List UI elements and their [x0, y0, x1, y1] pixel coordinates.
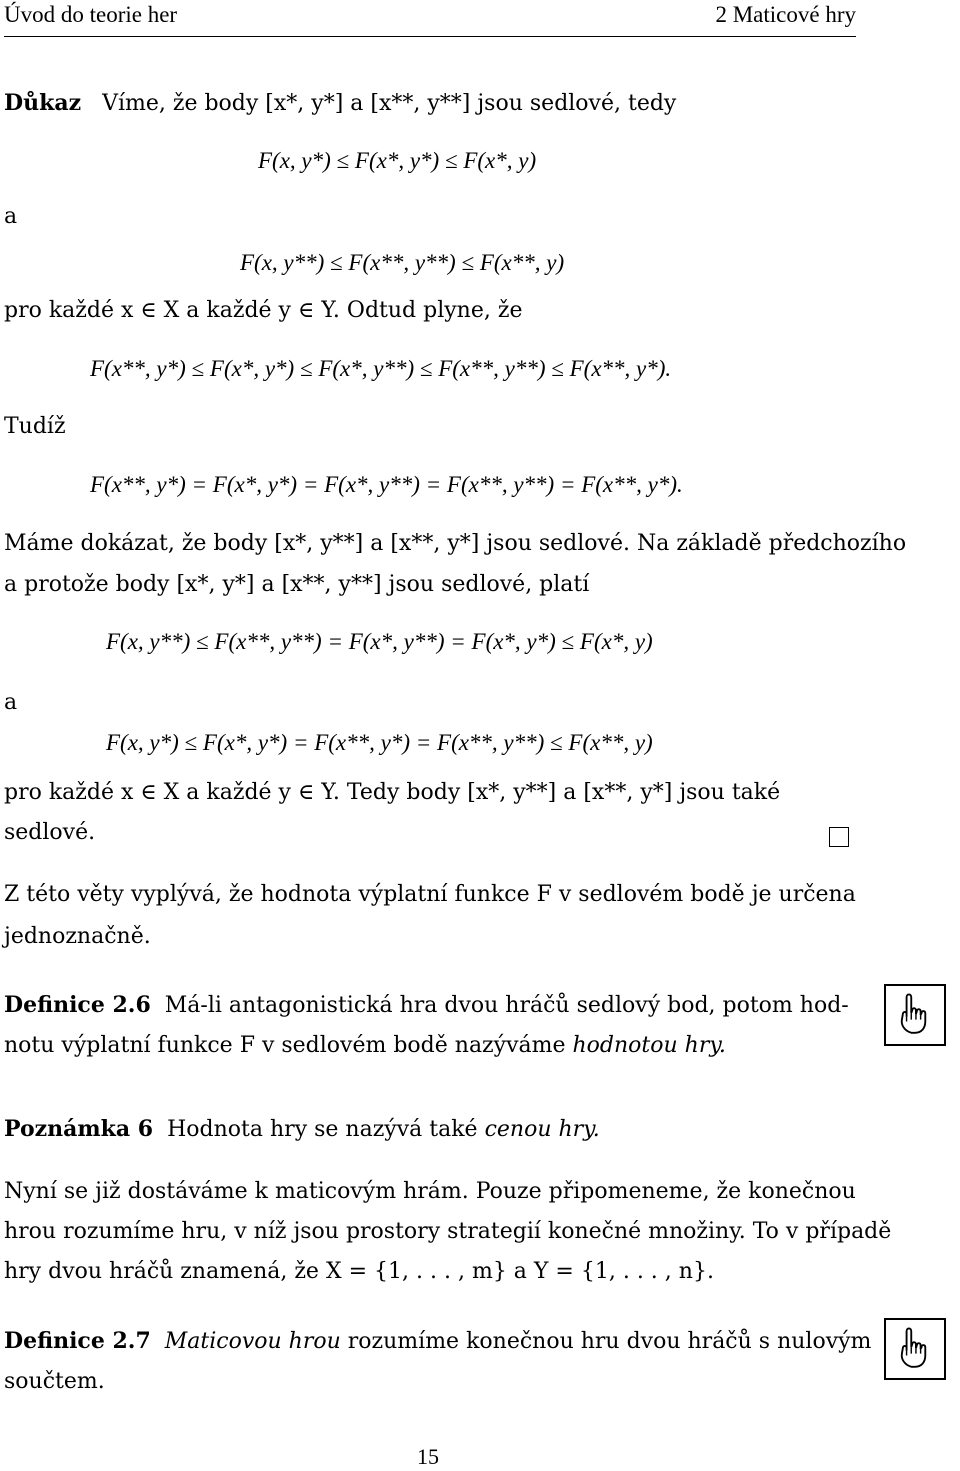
pointing-hand-icon: [884, 984, 946, 1046]
conjunction-a-2: a: [4, 690, 18, 715]
hence-word: Tudíž: [4, 414, 66, 439]
definition-2-7-text: rozumíme konečnou hru dvou hráčů s nulovým: [347, 1329, 872, 1354]
definition-2-6-term: hodnotou hry.: [572, 1033, 726, 1058]
equation-3: F(x**, y*) ≤ F(x*, y*) ≤ F(x*, y**) ≤ F(x**, y**) ≤ F(x**, y*).: [90, 356, 672, 381]
definition-2-7-line-2: součtem.: [4, 1369, 105, 1394]
conclusion-line-2: sedlové.: [4, 820, 96, 845]
header-rule: [4, 36, 856, 37]
qed-square-icon: [829, 827, 849, 847]
definition-2-6-line-1: [4, 990, 849, 1021]
proof-intro-line: [4, 88, 676, 119]
running-header-right: 2 Maticové hry: [715, 2, 856, 27]
pointing-hand-icon: [884, 1318, 946, 1380]
definition-2-7-term: Maticovou hrou: [164, 1329, 341, 1354]
remark-line-2: jednoznačně.: [4, 924, 151, 949]
page-number: 15: [417, 1444, 439, 1469]
equation-1: F(x, y*) ≤ F(x*, y*) ≤ F(x*, y): [258, 148, 537, 173]
proof-intro-text: Víme, že body [x*, y*] a [x**, y**] jsou sedlové, tedy: [102, 91, 677, 116]
matrix-paragraph-line-2: hrou rozumíme hru, v níž jsou prostory strategií konečné množiny. To v případě: [4, 1219, 892, 1244]
definition-2-7-label: Definice 2.7: [4, 1328, 151, 1354]
remark-line-1: Z této věty vyplývá, že hodnota výplatní funkce F v sedlovém bodě je určena: [4, 882, 856, 907]
for-all-line: pro každé x ∈ X a každé y ∈ Y. Odtud plyne, že: [4, 298, 523, 323]
note-6-text: Hodnota hry se nazývá také: [167, 1117, 478, 1142]
equation-5: F(x, y**) ≤ F(x**, y**) = F(x*, y**) = F(x*, y*) ≤ F(x*, y): [106, 629, 653, 654]
matrix-paragraph-line-3: hry dvou hráčů znamená, že X = {1, . . . , m} a Y = {1, . . . , n}.: [4, 1259, 714, 1284]
definition-2-6-text-2: notu výplatní funkce F v sedlovém bodě nazýváme: [4, 1033, 566, 1058]
show-line-1: Máme dokázat, že body [x*, y**] a [x**, y*] jsou sedlové. Na základě předchozího: [4, 531, 907, 556]
show-line-2: a protože body [x*, y*] a [x**, y**] jsou sedlové, platí: [4, 572, 590, 597]
conjunction-a-1: a: [4, 204, 18, 229]
definition-2-6-text-1: Má-li antagonistická hra dvou hráčů sedlový bod, potom hod-: [164, 993, 849, 1018]
definition-2-6-label: Definice 2.6: [4, 992, 151, 1018]
equation-6: F(x, y*) ≤ F(x*, y*) = F(x**, y*) = F(x**, y**) ≤ F(x**, y): [106, 730, 653, 755]
matrix-paragraph-line-1: Nyní se již dostáváme k maticovým hrám. Pouze připomeneme, že konečnou: [4, 1179, 856, 1204]
note-6-label: Poznámka 6: [4, 1116, 154, 1142]
equation-4: F(x**, y*) = F(x*, y*) = F(x*, y**) = F(x**, y**) = F(x**, y*).: [90, 472, 683, 497]
note-6-line: [4, 1114, 600, 1145]
running-header-left: Úvod do teorie her: [4, 2, 178, 27]
proof-label: Důkaz: [4, 90, 82, 116]
note-6-term: cenou hry.: [484, 1117, 600, 1142]
conclusion-line-1: pro každé x ∈ X a každé y ∈ Y. Tedy body [x*, y**] a [x**, y*] jsou také: [4, 780, 781, 805]
equation-2: F(x, y**) ≤ F(x**, y**) ≤ F(x**, y): [240, 250, 565, 275]
definition-2-7-line-1: [4, 1326, 871, 1357]
definition-2-6-line-2: [4, 1031, 726, 1061]
